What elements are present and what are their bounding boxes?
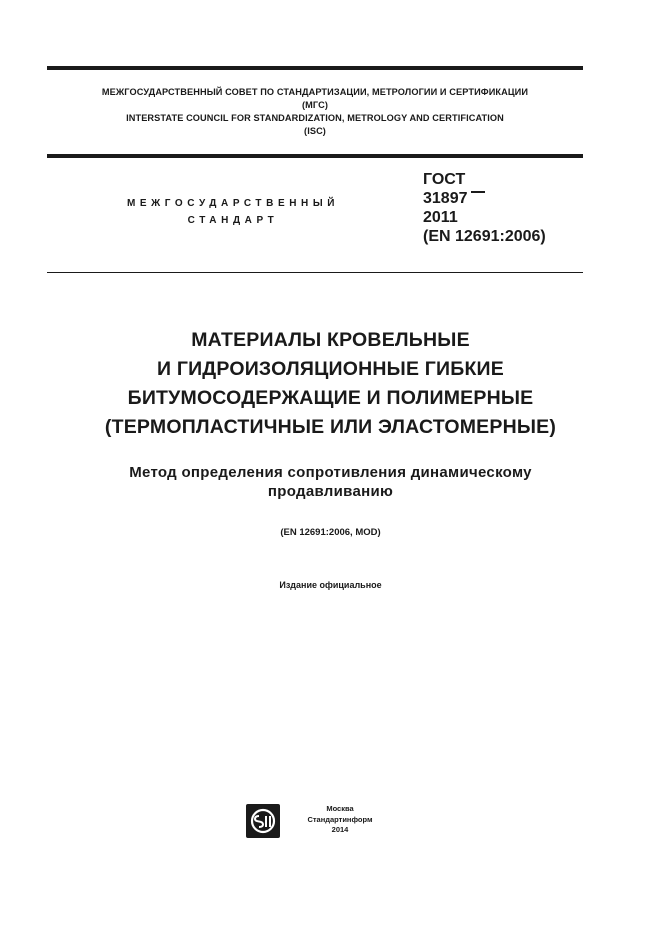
council-ru-name: МЕЖГОСУДАРСТВЕННЫЙ СОВЕТ ПО СТАНДАРТИЗАЦИИ, МЕТРОЛОГИИ И СЕРТИФИКАЦИИ [101, 87, 529, 97]
publisher-imprint [290, 804, 390, 836]
council-ru-abbr: (МГС) [302, 100, 328, 110]
standard-type [108, 195, 358, 229]
standartinform-logo-icon [246, 804, 280, 838]
subtitle-line: Метод определения сопротивления динамическому [129, 464, 532, 481]
council-en-name: INTERSTATE COUNCIL FOR STANDARDIZATION, METROLOGY AND CERTIFICATION [126, 113, 504, 123]
standard-type-line2: СТАНДАРТ [187, 215, 279, 226]
modification-note: (EN 12691:2006, MOD) [280, 527, 381, 538]
designation-prefix: ГОСТ [423, 171, 466, 188]
designation-equivalent: (EN 12691:2006) [423, 228, 546, 245]
title-line: БИТУМОСОДЕРЖАЩИЕ И ПОЛИМЕРНЫЕ [127, 387, 534, 409]
document-title [30, 326, 631, 442]
designation-number: 31897 [423, 190, 468, 207]
imprint-publisher: Стандартинформ [307, 814, 373, 824]
imprint-city: Москва [326, 804, 354, 813]
title-line: (ТЕРМОПЛАСТИЧНЫЕ ИЛИ ЭЛАСТОМЕРНЫЕ) [104, 416, 557, 438]
standard-type-line1: МЕЖГОСУДАРСТВЕННЫЙ [126, 198, 340, 209]
designation-number-line [423, 189, 593, 208]
title-line: И ГИДРОИЗОЛЯЦИОННЫЕ ГИБКИЕ [157, 358, 504, 380]
designation-dash [471, 191, 485, 193]
council-en-abbr: (ISC) [304, 126, 326, 136]
edition-note: Издание официальное [279, 580, 382, 590]
imprint-year: 2014 [331, 825, 349, 834]
title-line: МАТЕРИАЛЫ КРОВЕЛЬНЫЕ [191, 329, 470, 351]
document-subtitle [30, 463, 631, 501]
standard-designation [423, 170, 593, 246]
header-rule [47, 154, 583, 158]
designation-year: 2011 [423, 209, 458, 226]
designation-rule [47, 272, 583, 273]
council-header [47, 86, 583, 138]
subtitle-line: продавливанию [267, 483, 394, 500]
logo-glyph-icon [246, 804, 280, 838]
top-rule [47, 66, 583, 70]
